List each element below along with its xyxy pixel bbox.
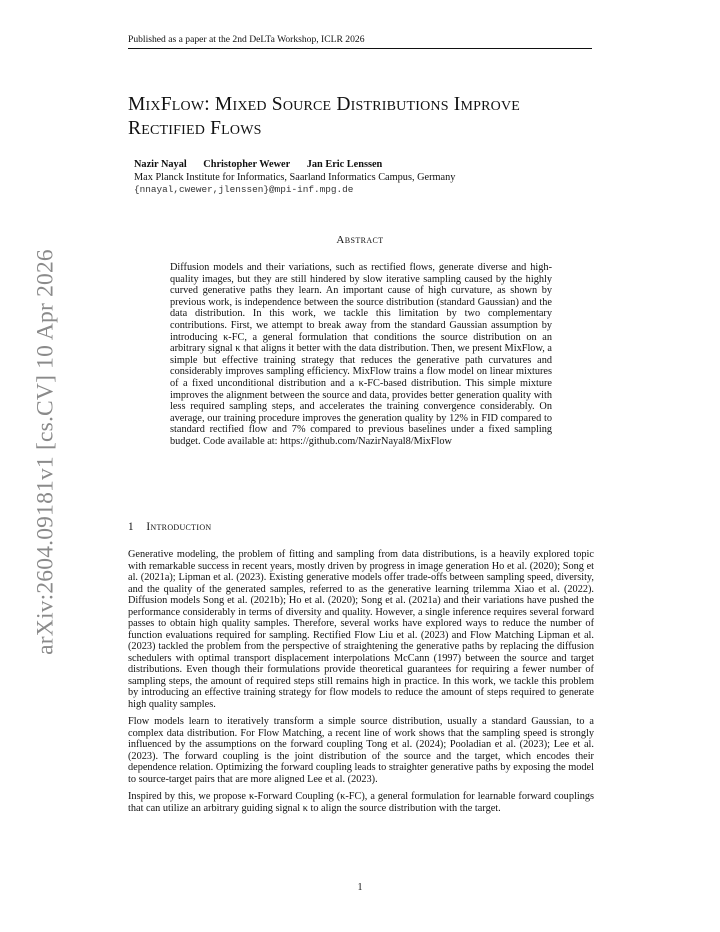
body-paragraph: Inspired by this, we propose κ-Forward Coupling (κ-FC), a general formulation for learnable forward couplings that can utilize an arbitrary guiding signal κ to align the source distribution with the target. [128,791,594,814]
author-emails: {nnayal,cwewer,jlenssen}@mpi-inf.mpg.de [134,184,354,195]
body-paragraph: Flow models learn to iteratively transform a simple source distribution, usually a standard Gaussian, to a complex data distribution. For Flow Matching, a recent line of work shows that the sampling speed is strongly influenced by the assumptions on the forward coupling Tong et al. (2024); Pooladian et al. (2023); Lee et al. (2023). The forward coupling is the joint distribution of the source and the target, which encodes their dependence relation. Optimizing the forward coupling leads to straighter generative paths by exposing the model to source-target pairs that are more aligned Lee et al. (2023). [128,716,594,785]
section-heading [128,521,592,533]
running-header: Published as a paper at the 2nd DeLTa Workshop, ICLR 2026 [128,34,592,49]
abstract-text: Diffusion models and their variations, such as rectified flows, generate diverse and high-quality images, but they are still hindered by slow iterative sampling caused by the highly curved generative paths they learn. An important cause of high curvature, as shown by previous work, is independence between the source distribution (standard Gaussian) and the data distribution. In this work, we tackle this limitation by two complementary contributions. First, we attempt to break away from the standard Gaussian assumption by introducing κ-FC, a general formulation that conditions the source distribution on an arbitrary signal κ that aligns it better with the data distribution. Then, we present MixFlow, a simple but effective training strategy that reduces the generative path curvatures and considerably improves sampling efficiency. MixFlow trains a flow model on linear mixtures of a fixed unconditional distribution and a κ-FC-based distribution. This simple mixture improves the alignment between the source and data, provides better generation quality with less required sampling steps, and accelerates the training convergence considerably. On average, our training procedure improves the generation quality by 12% in FID compared to standard rectified flow and 7% compared to previous baselines under a fixed sampling budget. Code available at: https://github.com/NazirNayal8/MixFlow [170,262,552,447]
author-block [134,159,594,197]
abstract-heading: Abstract [336,234,384,246]
body-paragraph: Generative modeling, the problem of fitting and sampling from data distributions, is a heavily explored topic with remarkable success in recent years, mostly driven by progress in image generation Ho et al. (2020); Song et al. (2021a); Lipman et al. (2023). Existing generative models offer trade-offs between sampling speed, diversity, and the quality of the generated samples, referred to as the generative learning trilemma Xiao et al. (2022). Diffusion models Song et al. (2021b); Ho et al. (2020); Song et al. (2021a) and their variations have pushed the performance considerably in terms of diversity and quality. However, a single inference requires several forward passes to obtain high quality samples. Therefore, several works have explored ways to reduce the number of function evaluations required for sampling. Rectified Flow Liu et al. (2023) and Flow Matching Lipman et al. (2023) tackled the problem from the perspective of straightening the generative paths by replacing the diffusion schedulers with optimal transport displacement interpolations McCann (1997) between the source and target distributions. Even though their formulations provide theoretical guarantees for requiring a fewer number of sampling steps, the amount of required steps still remains high in practice. In this work, we tackle this problem by introducing an effective training strategy for flow models to reduce the amount of steps required to generate high quality samples. [128,549,594,710]
author-affiliation: Max Planck Institute for Informatics, Saarland Informatics Campus, Germany [134,171,456,183]
author-names [134,159,594,172]
paper-title: MixFlow: Mixed Source Distributions Improve Rectified Flows [128,94,521,139]
section-body [128,549,594,820]
arxiv-identifier-text: arXiv:2604.09181v1 [cs.CV] 10 Apr 2026 [32,249,59,655]
section-title: Introduction [146,521,212,533]
author-name: Jan Eric Lenssen [306,159,383,170]
author-name: Christopher Wewer [203,159,291,170]
section-number: 1 [128,521,134,533]
author-name: Nazir Nayal [134,159,187,170]
page-number: 1 [357,882,363,893]
